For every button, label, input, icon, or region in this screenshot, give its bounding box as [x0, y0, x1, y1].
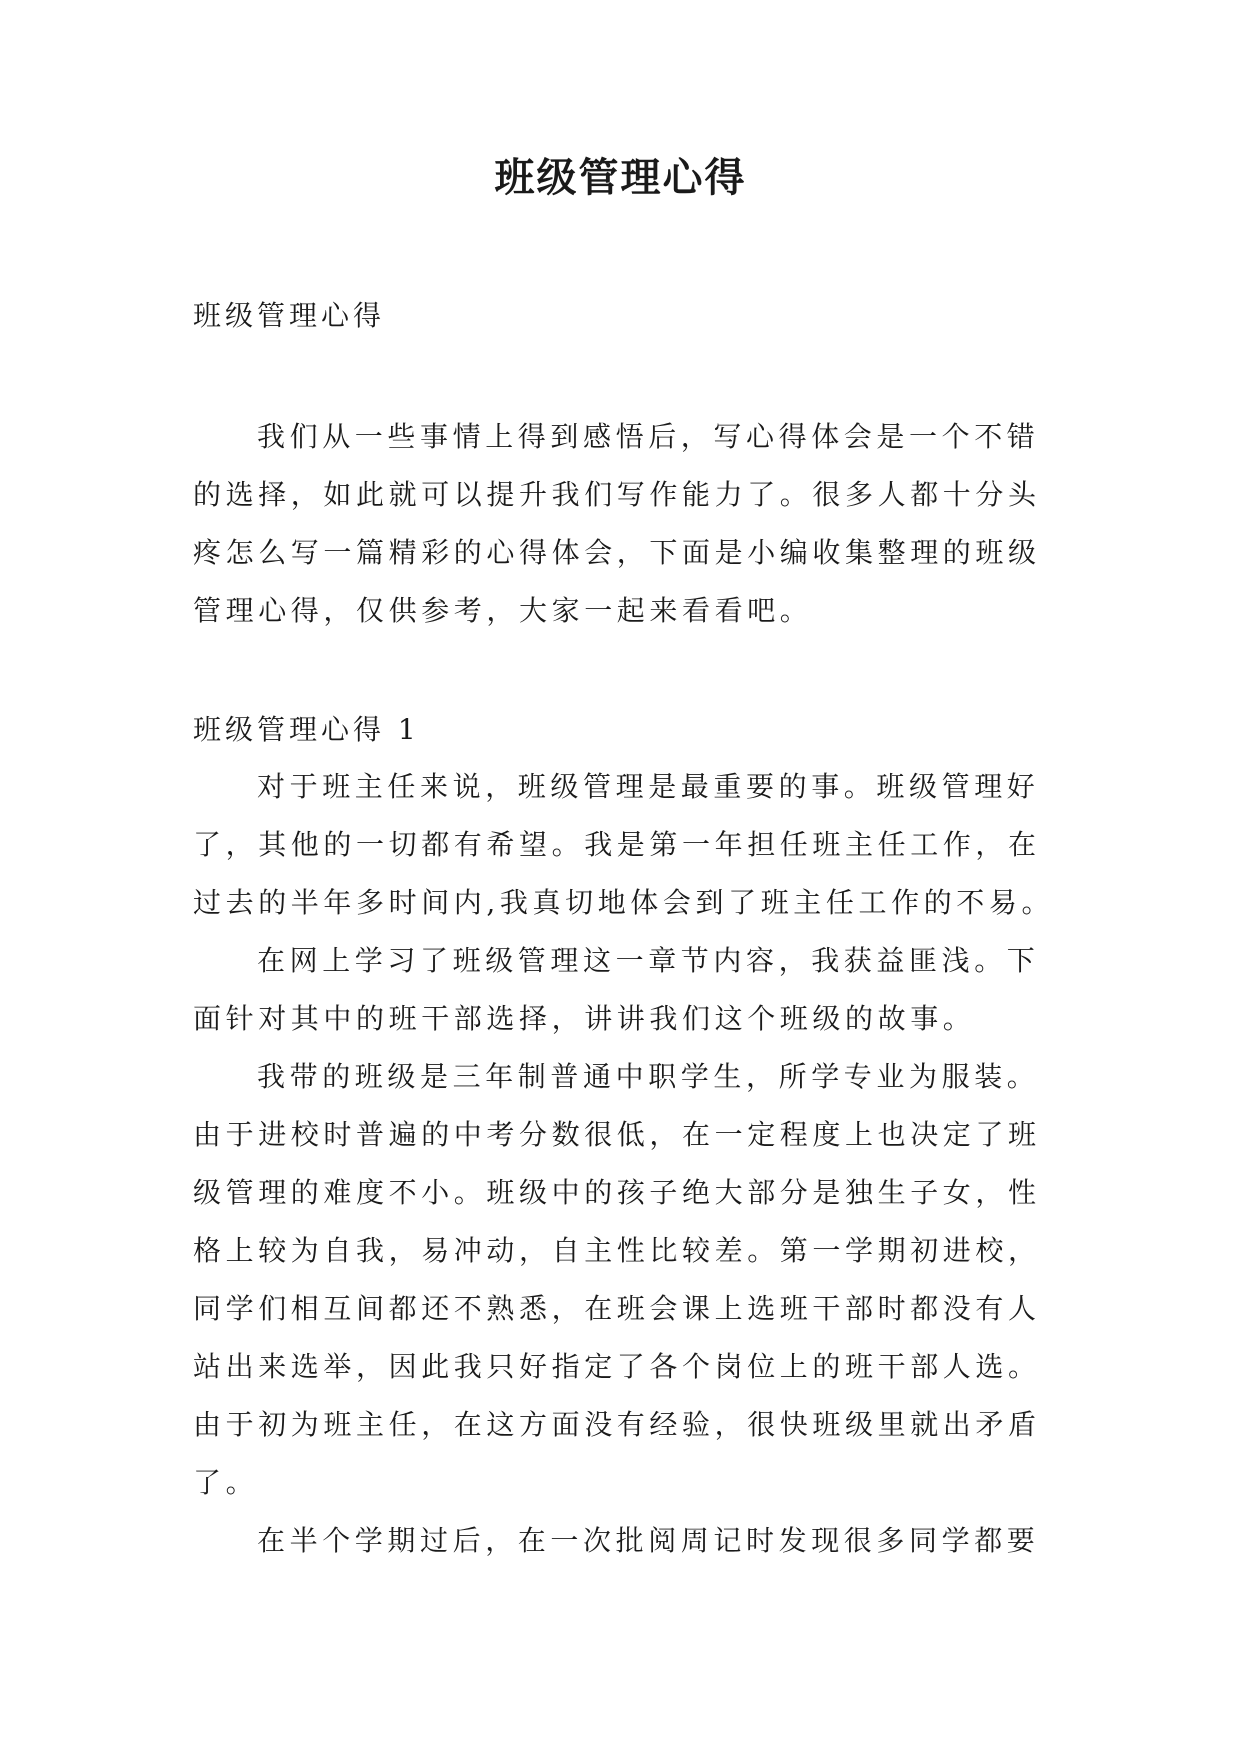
body-paragraph: 在半个学期过后，在一次批阅周记时发现很多同学都要: [257, 1524, 1040, 1557]
section-body: [193, 758, 1055, 1570]
intro-paragraph: 我们从一些事情上得到感悟后，写心得体会是一个不错的选择，如此就可以提升我们写作能力了。很多人都十分头疼怎么写一篇精彩的心得体会，下面是小编收集整理的班级管理心得，仅供参考，大家一起来看看吧。: [193, 420, 1041, 627]
section-heading: 班级管理心得 1: [193, 713, 420, 746]
document-subtitle: 班级管理心得: [193, 299, 386, 332]
body-paragraph: 我带的班级是三年制普通中职学生，所学专业为服装。由于进校时普遍的中考分数很低，在一定程度上也决定了班级管理的难度不小。班级中的孩子绝大部分是独生子女，性格上较为自我，易冲动，自主性比较差。第一学期初进校，同学们相互间都还不熟悉，在班会课上选班干部时都没有人站出来选举，因此我只好指定了各个岗位上的班干部人选。由于初为班主任，在这方面没有经验，很快班级里就出矛盾了。: [193, 1060, 1041, 1499]
body-paragraph: 对于班主任来说，班级管理是最重要的事。班级管理好了，其他的一切都有希望。我是第一年担任班主任工作，在过去的半年多时间内,我真切地体会到了班主任工作的不易。: [193, 770, 1055, 919]
body-paragraph: 在网上学习了班级管理这一章节内容，我获益匪浅。下面针对其中的班干部选择，讲讲我们这个班级的故事。: [193, 944, 1040, 1035]
document-title: 班级管理心得: [494, 155, 747, 201]
